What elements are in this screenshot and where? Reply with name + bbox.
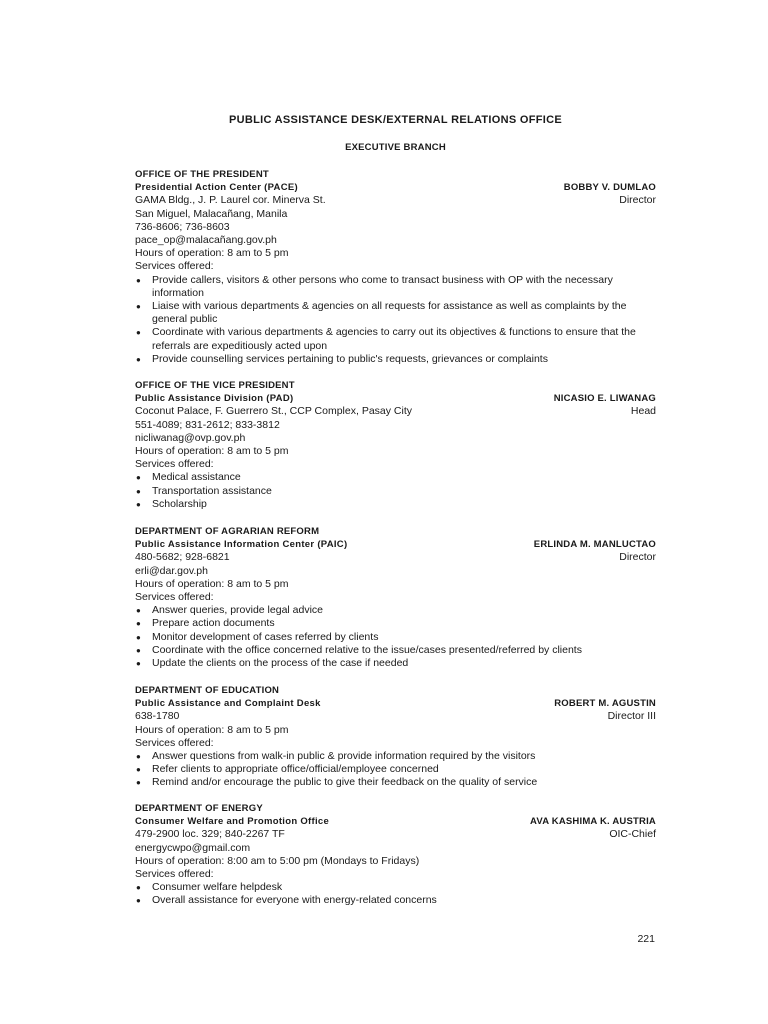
office-name: Consumer Welfare and Promotion Office	[135, 816, 330, 828]
section-office-of-the-vice-president	[135, 379, 656, 511]
service-item: ● Monitor development of cases referred by clients	[135, 631, 656, 644]
department-name: DEPARTMENT OF AGRARIAN REFORM	[135, 526, 320, 537]
service-item: ● Provide counselling services pertaining to public's requests, grievances or complaints	[135, 353, 656, 366]
address-line: Coconut Palace, F. Guerrero St., CCP Complex, Pasay City	[135, 405, 412, 418]
service-item: ● Provide callers, visitors & other persons who come to transact business with OP with the necessary information	[135, 274, 656, 300]
section-office-of-the-president	[135, 168, 656, 366]
services-list	[135, 274, 656, 366]
contact-person: ROBERT M. AGUSTIN	[554, 698, 656, 710]
services-list	[135, 604, 656, 670]
contact-position: Head	[630, 405, 656, 418]
hours-of-operation: Hours of operation: 8 am to 5 pm	[135, 723, 289, 736]
department-name: DEPARTMENT OF ENERGY	[135, 803, 263, 814]
service-item: ● Update the clients on the process of the case if needed	[135, 657, 656, 670]
section-department-of-agrarian-reform	[135, 525, 656, 670]
services-label: Services offered:	[135, 868, 214, 881]
document-title: PUBLIC ASSISTANCE DESK/EXTERNAL RELATIONS OFFICE	[228, 114, 562, 126]
phone-numbers: 638-1780	[135, 710, 180, 723]
contact-person: AVA KASHIMA K. AUSTRIA	[530, 816, 656, 828]
service-item: ● Scholarship	[135, 498, 656, 511]
contact-person: ERLINDA M. MANLUCTAO	[533, 539, 656, 551]
department-name: DEPARTMENT OF EDUCATION	[135, 685, 280, 696]
phone-numbers: 480-5682; 928-6821	[135, 551, 230, 564]
office-name: Presidential Action Center (PACE)	[135, 182, 298, 194]
hours-of-operation: Hours of operation: 8 am to 5 pm	[135, 247, 289, 260]
service-item: ● Coordinate with the office concerned relative to the issue/cases presented/referred by clients	[135, 644, 656, 657]
address-line: San Miguel, Malacañang, Manila	[135, 207, 288, 220]
office-name: Public Assistance Information Center (PAIC)	[135, 539, 348, 551]
section-department-of-education	[135, 684, 656, 790]
email: erli@dar.gov.ph	[135, 564, 208, 577]
address-line: GAMA Bldg., J. P. Laurel cor. Minerva St.	[135, 194, 326, 207]
service-item: ● Refer clients to appropriate office/official/employee concerned	[135, 763, 656, 776]
contact-position: Director	[619, 194, 656, 207]
services-label: Services offered:	[135, 458, 214, 471]
service-item: ● Liaise with various departments & agencies on all requests for assistance as well as complaints by the general public	[135, 300, 656, 326]
office-name: Public Assistance and Complaint Desk	[135, 698, 321, 710]
department-name: OFFICE OF THE VICE PRESIDENT	[135, 380, 295, 391]
contact-position: Director	[619, 551, 656, 564]
branch-heading: EXECUTIVE BRANCH	[345, 142, 446, 153]
office-name: Public Assistance Division (PAD)	[135, 393, 294, 405]
services-label: Services offered:	[135, 736, 214, 749]
services-list	[135, 750, 656, 790]
service-item: ● Consumer welfare helpdesk	[135, 881, 656, 894]
services-list	[135, 471, 656, 511]
section-department-of-energy	[135, 802, 656, 908]
phone-numbers: 551-4089; 831-2612; 833-3812	[135, 418, 280, 431]
email: energycwpo@gmail.com	[135, 841, 251, 854]
email: pace_op@malacañang.gov.ph	[135, 234, 277, 247]
department-name: OFFICE OF THE PRESIDENT	[135, 169, 269, 180]
service-item: ● Coordinate with various departments & agencies to carry out its objectives & functions to ensure that the referrals are expeditiously acted upon	[135, 326, 656, 352]
service-item: ● Overall assistance for everyone with energy-related concerns	[135, 894, 656, 907]
phone-numbers: 736-8606; 736-8603	[135, 220, 230, 233]
phone-numbers: 479-2900 loc. 329; 840-2267 TF	[135, 828, 285, 841]
service-item: ● Medical assistance	[135, 471, 656, 484]
contact-person: NICASIO E. LIWANAG	[553, 393, 656, 405]
hours-of-operation: Hours of operation: 8 am to 5 pm	[135, 445, 289, 458]
hours-of-operation: Hours of operation: 8:00 am to 5:00 pm (Mondays to Fridays)	[135, 854, 420, 867]
services-label: Services offered:	[135, 591, 214, 604]
email: nicliwanag@ovp.gov.ph	[135, 431, 246, 444]
services-list	[135, 881, 656, 907]
service-item: ● Transportation assistance	[135, 485, 656, 498]
hours-of-operation: Hours of operation: 8 am to 5 pm	[135, 577, 289, 590]
contact-person: BOBBY V. DUMLAO	[563, 182, 656, 194]
service-item: ● Answer queries, provide legal advice	[135, 604, 656, 617]
service-item: ● Prepare action documents	[135, 617, 656, 630]
service-item: ● Remind and/or encourage the public to give their feedback on the quality of service	[135, 776, 656, 789]
contact-position: OIC-Chief	[609, 828, 656, 841]
service-item: ● Answer questions from walk-in public & provide information required by the visitors	[135, 750, 656, 763]
contact-position: Director III	[607, 710, 656, 723]
services-label: Services offered:	[135, 260, 214, 273]
page-number: 221	[637, 933, 655, 945]
